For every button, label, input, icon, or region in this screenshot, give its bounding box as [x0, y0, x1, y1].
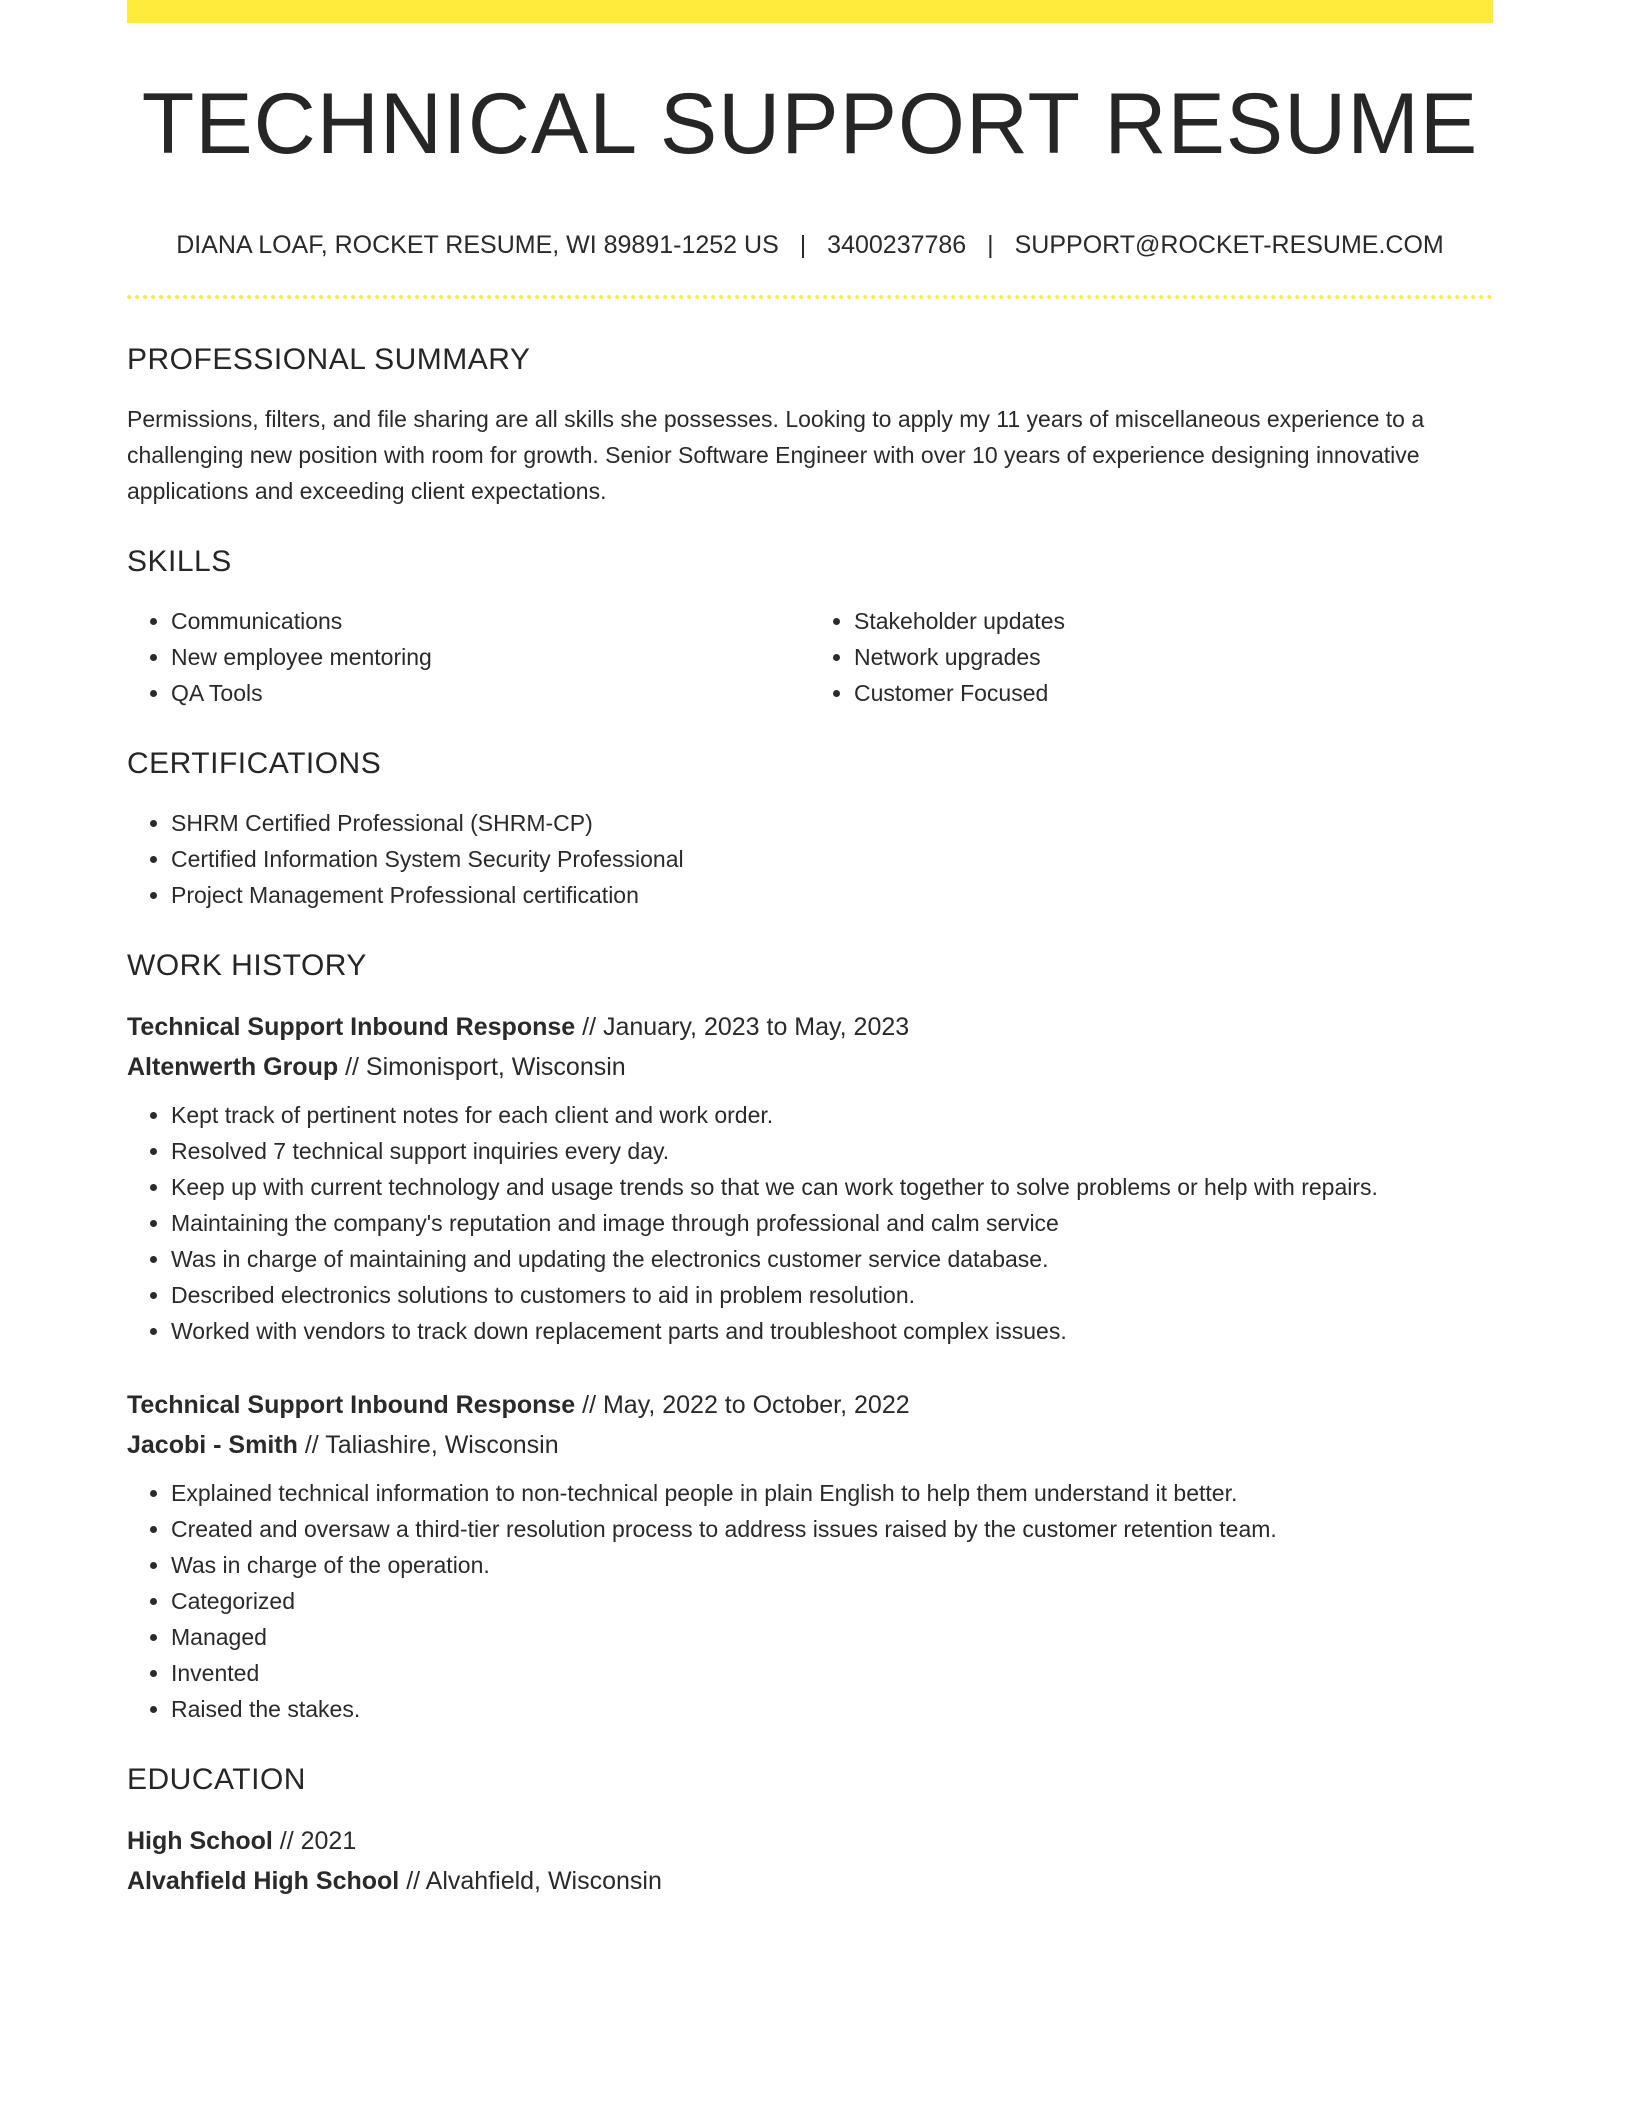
skills-list-right — [810, 603, 1493, 711]
contact-address: DIANA LOAF, ROCKET RESUME, WI 89891-1252 US — [176, 231, 779, 259]
skills-list-left — [127, 603, 810, 711]
job-dates: // January, 2023 to May, 2023 — [582, 1013, 910, 1041]
skill-item: • QA Tools — [171, 675, 810, 711]
contact-phone: 3400237786 — [827, 231, 967, 259]
accent-top-bar — [127, 0, 1493, 23]
job-bullet: • Was in charge of the operation. — [171, 1547, 1493, 1583]
job-bullet: • Raised the stakes. — [171, 1691, 1493, 1727]
job-entry — [127, 1007, 1493, 1349]
job-company: Jacobi - Smith — [127, 1431, 298, 1459]
resume-page — [127, 0, 1493, 1901]
work-history-heading: WORK HISTORY — [127, 949, 367, 982]
job-location: // Taliashire, Wisconsin — [304, 1431, 559, 1459]
job-bullet: • Created and oversaw a third-tier resolution process to address issues raised by the customer retention team. — [171, 1511, 1493, 1547]
job-bullet: • Resolved 7 technical support inquiries every day. — [171, 1133, 1493, 1169]
contact-separator: | — [799, 231, 807, 259]
certification-item: • SHRM Certified Professional (SHRM-CP) — [171, 805, 1493, 841]
job-location: // Simonisport, Wisconsin — [345, 1053, 626, 1081]
education-entry — [127, 1821, 1493, 1901]
job-bullet: • Worked with vendors to track down replacement parts and troubleshoot complex issues. — [171, 1313, 1493, 1349]
skill-item: • Communications — [171, 603, 810, 639]
skill-item: • Stakeholder updates — [854, 603, 1493, 639]
summary-text: Permissions, filters, and file sharing are all skills she possesses. Looking to apply my 11 years of miscellaneous experience to a challenging new position with room for growth. Senior Software Engineer with over 10 years of experience designing innovative applications and exceeding client expectations. — [127, 406, 1425, 504]
contact-separator: | — [987, 231, 994, 259]
job-bullet: • Kept track of pertinent notes for each client and work order. — [171, 1097, 1493, 1133]
skill-item: • New employee mentoring — [171, 639, 810, 675]
certifications-list — [127, 805, 1493, 913]
job-bullet: • Keep up with current technology and usage trends so that we can work together to solve problems or help with repairs. — [171, 1169, 1493, 1205]
resume-title: TECHNICAL SUPPORT RESUME — [141, 76, 1479, 172]
job-bullet: • Described electronics solutions to customers to aid in problem resolution. — [171, 1277, 1493, 1313]
contact-line — [127, 233, 1493, 258]
job-title: Technical Support Inbound Response — [127, 1391, 576, 1419]
contact-email: SUPPORT@ROCKET-RESUME.COM — [1014, 231, 1444, 259]
job-bullet: • Explained technical information to non-technical people in plain English to help them understand it better. — [171, 1475, 1493, 1511]
skill-item: • Customer Focused — [854, 675, 1493, 711]
job-bullet: • Categorized — [171, 1583, 1493, 1619]
education-degree-line — [127, 1821, 1493, 1861]
job-bullet: • Invented — [171, 1655, 1493, 1691]
education-location: // Alvahfield, Wisconsin — [406, 1867, 662, 1895]
skills-section — [127, 547, 1493, 711]
job-entry — [127, 1385, 1493, 1727]
job-header — [127, 1385, 1493, 1465]
job-company: Altenwerth Group — [127, 1053, 339, 1081]
job-header — [127, 1007, 1493, 1087]
skills-grid — [127, 603, 1493, 711]
job-bullet: • Maintaining the company's reputation and image through professional and calm service — [171, 1205, 1493, 1241]
job-bullet: • Was in charge of maintaining and updating the electronics customer service database. — [171, 1241, 1493, 1277]
job-title-line — [127, 1007, 1493, 1047]
education-year: // 2021 — [279, 1827, 357, 1855]
education-heading: EDUCATION — [127, 1763, 306, 1796]
education-school-line — [127, 1861, 1493, 1901]
certification-item: • Certified Information System Security Professional — [171, 841, 1493, 877]
job-company-line — [127, 1425, 1493, 1465]
job-bullets — [127, 1097, 1493, 1349]
job-bullet: • Managed — [171, 1619, 1493, 1655]
education-degree: High School — [127, 1827, 273, 1855]
header-divider — [127, 295, 1493, 299]
job-company-line — [127, 1047, 1493, 1087]
education-section — [127, 1765, 1493, 1901]
job-title-line — [127, 1385, 1493, 1425]
job-dates: // May, 2022 to October, 2022 — [582, 1391, 910, 1419]
job-bullets — [127, 1475, 1493, 1727]
certifications-heading: CERTIFICATIONS — [127, 747, 382, 780]
summary-heading: PROFESSIONAL SUMMARY — [127, 343, 531, 376]
summary-section — [127, 345, 1493, 509]
work-history-section — [127, 951, 1493, 1727]
skill-item: • Network upgrades — [854, 639, 1493, 675]
education-school: Alvahfield High School — [127, 1867, 400, 1895]
skills-heading: SKILLS — [127, 545, 232, 578]
job-title: Technical Support Inbound Response — [127, 1013, 576, 1041]
certifications-section — [127, 749, 1493, 913]
certification-item: • Project Management Professional certification — [171, 877, 1493, 913]
